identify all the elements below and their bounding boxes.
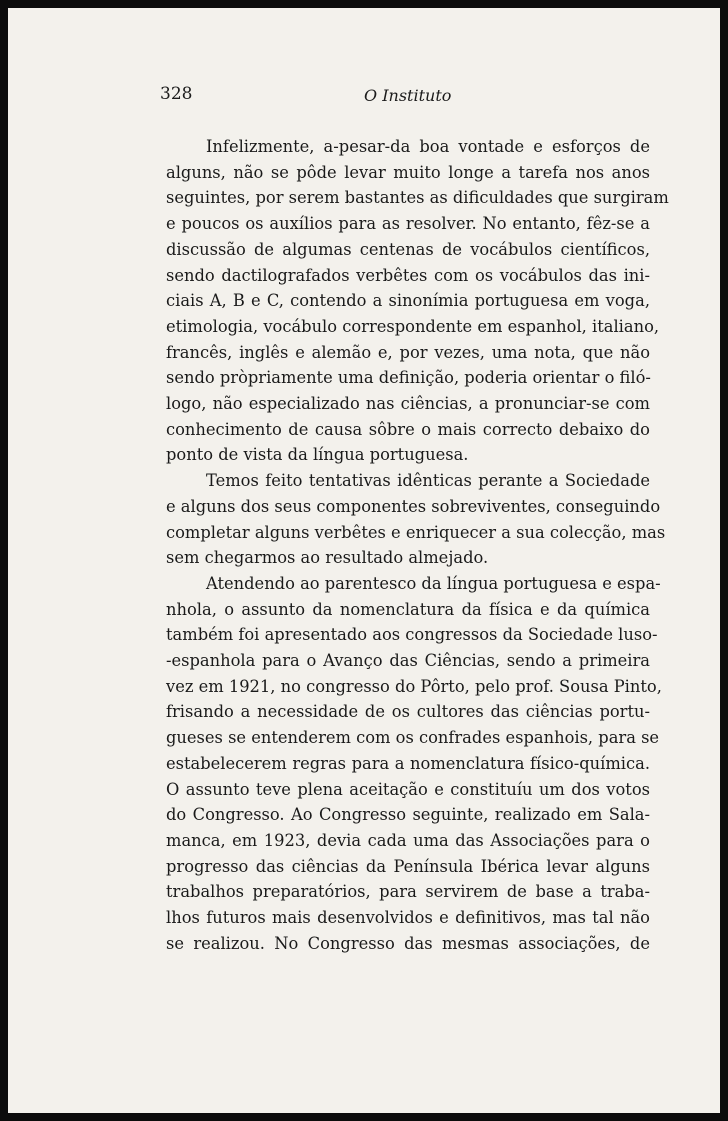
text-line: se realizou. No Congresso das mesmas associações, de	[166, 933, 650, 953]
page-number: 328	[160, 84, 193, 104]
text-line: Atendendo ao parentesco da língua portuguesa e espa-	[206, 573, 661, 593]
text-line: Infelizmente, a-pesar-da boa vontade e esforços de	[206, 137, 650, 156]
text-line: ponto de vista da língua portuguesa.	[166, 445, 469, 465]
paragraph	[166, 468, 666, 571]
text-line: também foi apresentado aos congressos da Sociedade luso-	[166, 625, 658, 645]
page-header	[8, 84, 720, 108]
text-line: e poucos os auxílios para as resolver. No entanto, fêz-se a	[166, 214, 650, 234]
text-line: seguintes, por serem bastantes as dificuldades que surgiram	[166, 188, 669, 208]
text-line: ciais A, B e C, contendo a sinonímia portuguesa em voga,	[166, 291, 650, 311]
text-line: sendo dactilografados verbêtes com os vocábulos das ini-	[166, 265, 650, 285]
text-line: -espanhola para o Avanço das Ciências, sendo a primeira	[166, 651, 650, 671]
text-line: conhecimento de causa sôbre o mais correcto debaixo do	[166, 419, 650, 439]
text-line: sem chegarmos ao resultado almejado.	[166, 548, 489, 568]
text-line: e alguns dos seus componentes sobreviventes, conseguindo	[166, 496, 661, 516]
text-line: sendo pròpriamente uma definição, poderia orientar o filó-	[166, 368, 651, 388]
text-line: manca, em 1923, devia cada uma das Associações para o	[166, 830, 650, 850]
body-text	[166, 134, 669, 957]
paragraph	[166, 571, 662, 957]
text-line: gueses se entenderem com os confrades espanhois, para se	[166, 728, 660, 748]
text-line: frisando a necessidade de os cultores das ciências portu-	[166, 702, 650, 722]
text-line: francês, inglês e alemão e, por vezes, uma nota, que não	[166, 342, 650, 362]
text-line: progresso das ciências da Península Ibérica levar alguns	[166, 856, 650, 876]
text-line: Temos feito tentativas idênticas perante a Sociedade	[206, 471, 650, 491]
text-line: trabalhos preparatórios, para servirem de base a traba-	[166, 882, 650, 902]
text-line: logo, não especializado nas ciências, a pronunciar-se com	[166, 394, 650, 414]
text-line: do Congresso. Ao Congresso seguinte, realizado em Sala-	[166, 805, 650, 825]
text-line: estabelecerem regras para a nomenclatura físico-química.	[166, 753, 650, 773]
text-line: etimologia, vocábulo correspondente em espanhol, italiano,	[166, 316, 660, 336]
paragraph	[166, 134, 669, 468]
running-title: O Instituto	[364, 86, 452, 105]
text-line: discussão de algumas centenas de vocábulos científicos,	[166, 239, 650, 259]
text-line: lhos futuros mais desenvolvidos e definitivos, mas tal não	[166, 908, 650, 928]
text-line: nhola, o assunto da nomenclatura da física e da química	[166, 599, 650, 619]
text-line: completar alguns verbêtes e enriquecer a sua colecção, mas	[166, 522, 666, 542]
text-line: vez em 1921, no congresso do Pôrto, pelo prof. Sousa Pinto,	[166, 676, 662, 696]
text-line: alguns, não se pôde levar muito longe a tarefa nos anos	[166, 162, 650, 182]
text-line: O assunto teve plena aceitação e constituíu um dos votos	[166, 779, 650, 799]
